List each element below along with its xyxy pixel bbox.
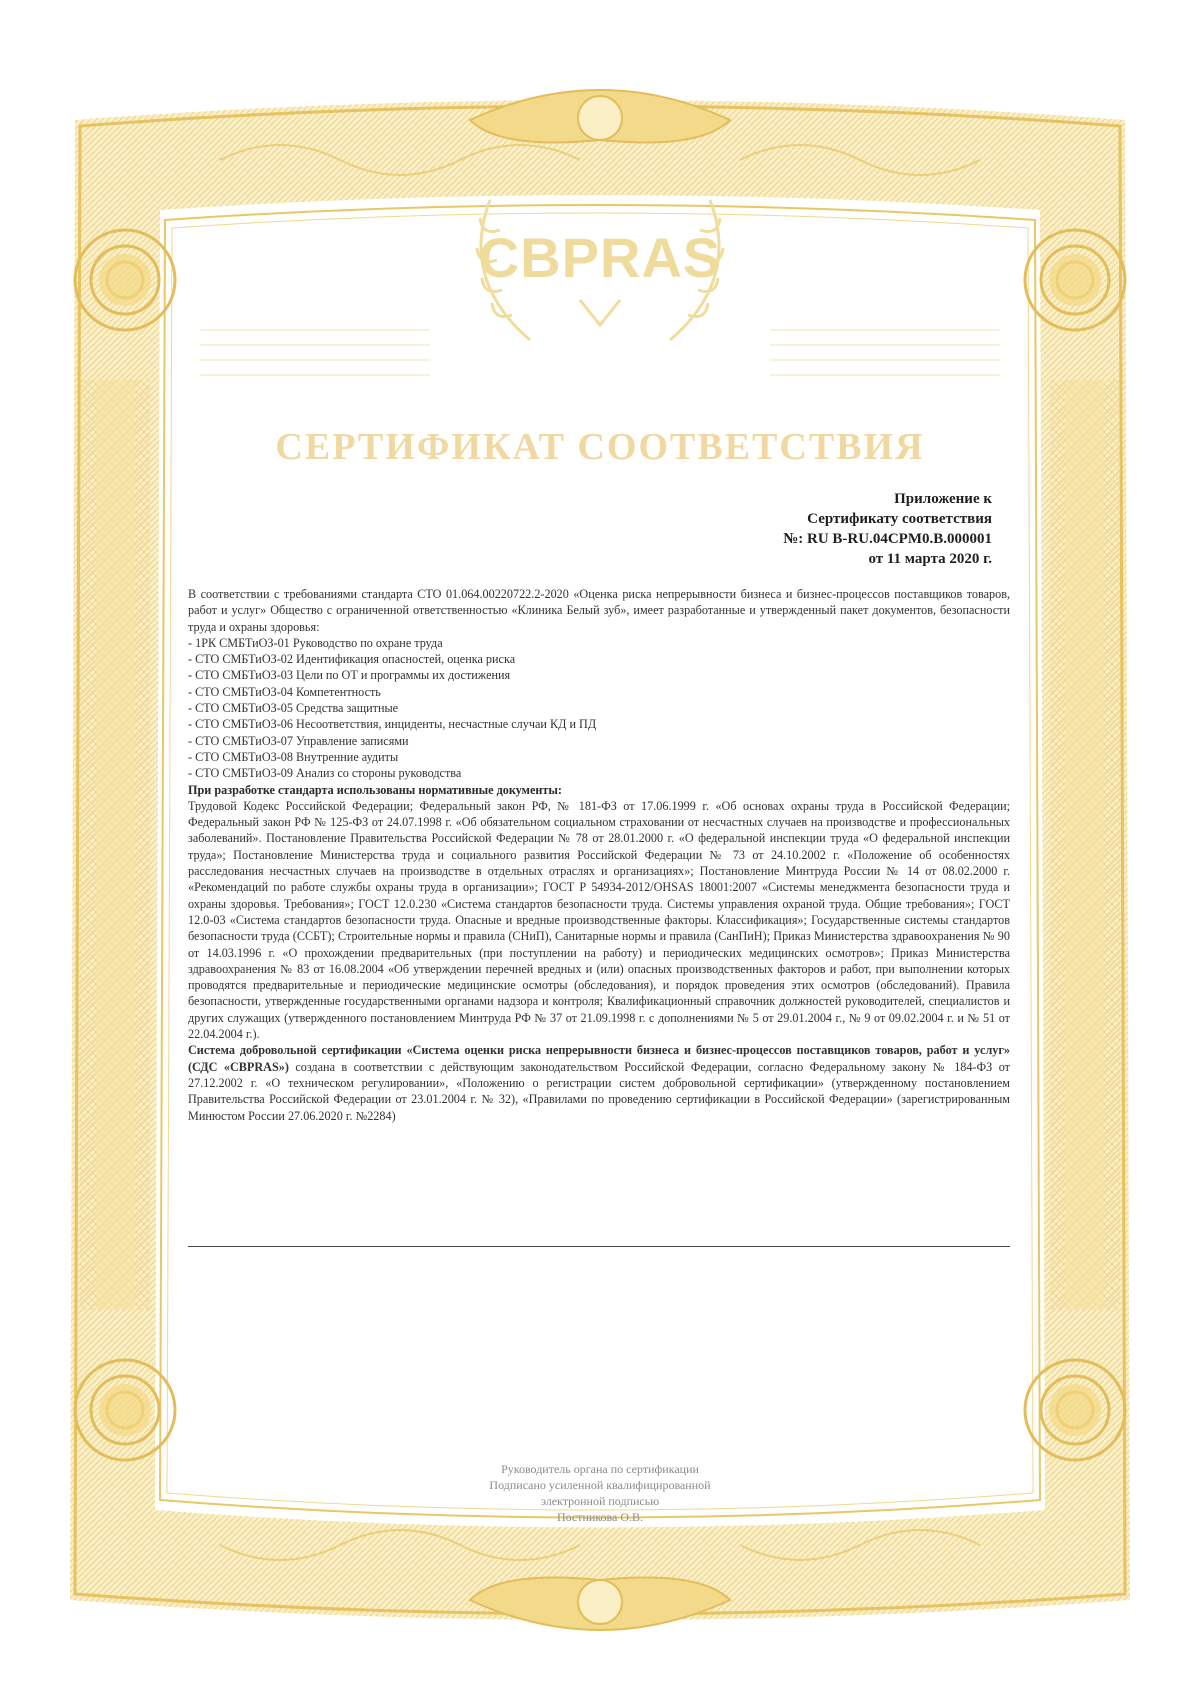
appendix-header	[783, 489, 992, 569]
document-body	[188, 586, 1010, 1124]
signature-line-3: электронной подписью	[540, 1494, 660, 1508]
signature-name: Постникова О.В.	[556, 1510, 644, 1524]
list-item: - СТО СМБТиОЗ-09 Анализ со стороны руководства	[188, 766, 462, 781]
documents-list	[188, 635, 1010, 782]
list-item: - СТО СМБТиОЗ-02 Идентификация опасностей, оценка риска	[188, 652, 516, 667]
certificate-title: СЕРТИФИКАТ СООТВЕТСТВИЯ	[275, 426, 925, 468]
signature-line-2: Подписано усиленной квалифицированной	[489, 1478, 711, 1492]
list-item: - СТО СМБТиОЗ-06 Несоответствия, инциденты, несчастные случаи КД и ПД	[188, 717, 597, 732]
system-name: Система добровольной сертификации «Система оценки риска непрерывности бизнеса и бизнес-процессов поставщиков товаров, работ и услуг» (СДС «CBPRAS»)	[188, 1043, 1010, 1074]
appendix-certificate-number: №: RU B-RU.04CPM0.B.000001	[783, 531, 992, 547]
appendix-date: от 11 марта 2020 г.	[868, 551, 992, 567]
signature-line-1: Руководитель органа по сертификации	[501, 1462, 699, 1476]
list-item: - СТО СМБТиОЗ-08 Внутренние аудиты	[188, 749, 399, 764]
appendix-line-2: Сертификату соответствия	[807, 511, 992, 527]
normative-paragraph: Трудовой Кодекс Российской Федерации; Федеральный закон РФ, № 181-ФЗ от 17.06.1999 г. «Об основах охраны труда в Российской Федерации; Федеральный закон РФ № 125-ФЗ от 24.07.1998 г. «Об обязательном социальном страховании от несчастных случаев на производстве и профессиональных заболеваний». Постановление Правительства Российской Федерации № 78 от 28.01.2000 г. «О федеральной инспекции труда «О федеральной инспекции труда»; Постановление Министерства труда и социального развития Российской Федерации № 73 от 24.10.2002 г. «Положение об особенностях расследования несчастных случаев на производстве в отдельных отраслях и организациях»; Постановление Минтруда России № 14 от 08.02.2000 г. «Рекомендаций по работе службы охраны труда в организации»; ГОСТ Р 54934-2012/OHSAS 18001:2007 «Системы менеджмента безопасности труда и охраны здоровья. Требования»; ГОСТ 12.0.230 «Система стандартов безопасности труда. Системы управления охраной труда. Общие требования»; ГОСТ 12.0-03 «Система стандартов безопасности труда. Опасные и вредные производственные факторы. Классификация»; Государственные системы стандартов безопасности труда (ССБТ); Строительные нормы и правила (СНиП), Санитарные нормы и правила (СанПиН); Приказ Министерства здравоохранения № 90 от 14.03.1996 г. «О прохождении предварительных (при поступлении на работу) и периодических медицинских осмотров»; Приказ Министерства здравоохранения № 83 от 16.08.2004 «Об утверждении перечней вредных и (или) опасных производственных факторов и работ, при выполнении которых проводятся предварительные и периодические медицинские осмотры (обследования), и порядок проведения этих осмотров (обследований). Правила безопасности, утвержденные государственными органами надзора и контроля; Квалификационный справочник должностей руководителей, специалистов и других служащих (утвержденного постановлением Минтруда РФ № 37 от 21.09.1998 г. с дополнениями № 5 от 29.01.2004 г., № 9 от 09.02.2004 г. и № 51 от 22.04.2004 г.).	[188, 798, 1010, 1042]
intro-paragraph: В соответствии с требованиями стандарта СТО 01.064.00220722.2-2020 «Оценка риска непрерывности бизнеса и бизнес-процессов поставщиков товаров, работ и услуг» Общество с ограниченной ответственностью «Клиника Белый зуб», имеет разработанные и утвержденный пакет документов, безопасности труда и охраны здоровья:	[188, 587, 1010, 634]
signature-block	[400, 1461, 800, 1525]
list-item: - СТО СМБТиОЗ-05 Средства защитные	[188, 701, 399, 716]
separator-line	[188, 1246, 1010, 1247]
appendix-line-1: Приложение к	[894, 491, 992, 507]
list-item: - СТО СМБТиОЗ-03 Цели по ОТ и программы их достижения	[188, 668, 511, 683]
system-paragraph	[188, 1042, 1010, 1123]
cbpras-logo: CBPRAS	[478, 226, 722, 289]
normative-heading: При разработке стандарта использованы нормативные документы:	[188, 782, 562, 797]
list-item: - 1РК СМБТиОЗ-01 Руководство по охране труда	[188, 635, 443, 650]
list-item: - СТО СМБТиОЗ-04 Компетентность	[188, 684, 381, 699]
list-item: - СТО СМБТиОЗ-07 Управление записями	[188, 733, 409, 748]
system-description: создана в соответствии с действующим законодательством Российской Федерации, согласно Федеральному закону № 184-ФЗ от 27.12.2002 г. «О техническом регулировании», «Положению о регистрации систем добровольной сертификации» (утвержденному постановлением Правительства Российской Федерации от 23.01.2004 г. № 32), «Правилами по проведению сертификации в Российской Федерации» (зарегистрированным Минюстом России 27.06.2020 г. №2284)	[188, 1059, 1010, 1123]
